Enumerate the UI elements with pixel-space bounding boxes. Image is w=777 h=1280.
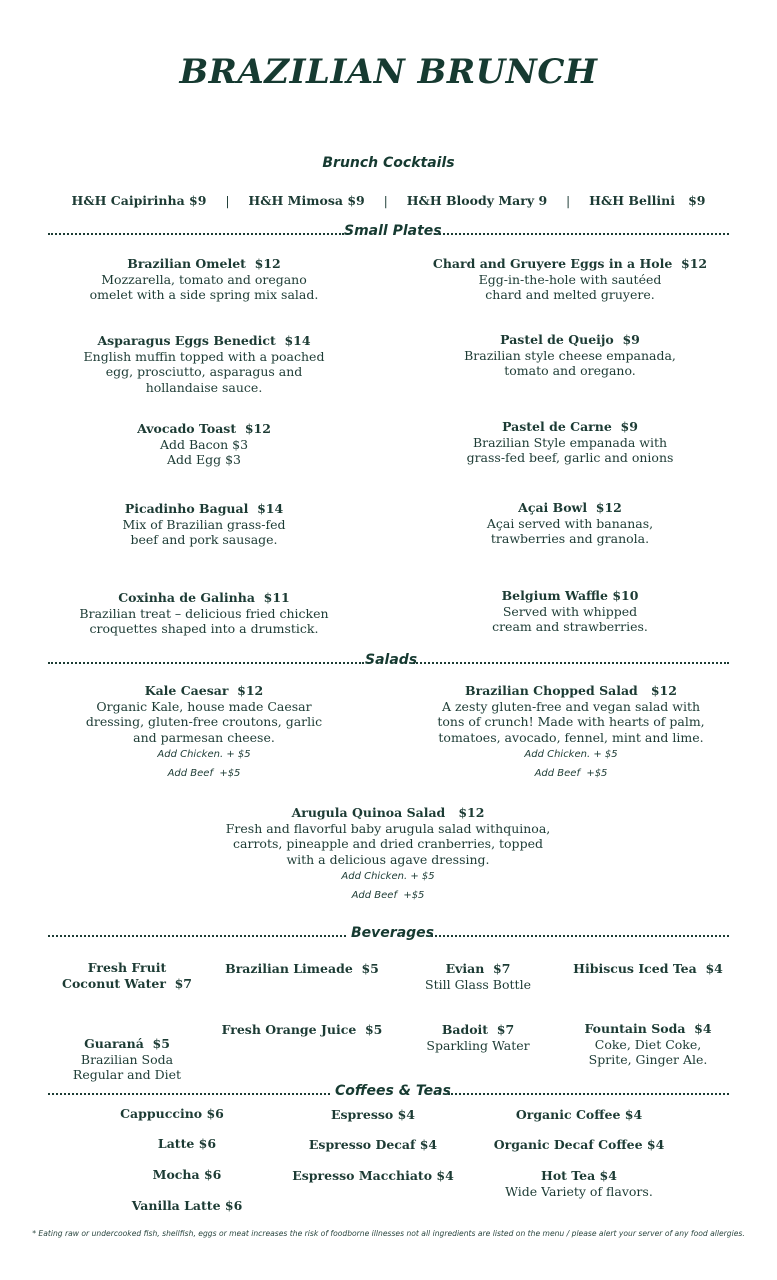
menu-item <box>563 961 733 977</box>
item-desc: tons of crunch! Made with hearts of palm, <box>437 714 705 729</box>
menu-item <box>102 1167 272 1183</box>
item-desc: Add Bacon $3 <box>159 436 249 452</box>
item-desc: grass-fed beef, garlic and onions <box>466 450 674 465</box>
small-plates-heading: Small Plates <box>344 223 442 239</box>
cocktails-heading: Brunch Cocktails <box>322 155 455 171</box>
item-name: Brazilian Omelet $12 <box>127 256 281 271</box>
cocktail-item: H&H Caipirinha $9 <box>71 193 207 208</box>
menu-item <box>44 590 364 637</box>
item-desc: Organic Kale, house made Caesar <box>96 698 312 714</box>
item-desc: Mozzarella, tomato and oregano <box>101 271 307 287</box>
beverages-divider <box>48 927 729 941</box>
menu-item <box>54 333 354 395</box>
menu-item <box>54 501 354 548</box>
item-desc: Fresh and flavorful baby arugula salad withquinoa, <box>225 820 551 836</box>
menu-item <box>283 1107 463 1123</box>
item-name: Fountain Soda $4 <box>584 1021 712 1036</box>
item-desc: cream and strawberries. <box>492 619 648 634</box>
item-name: Avocado Toast $12 <box>137 421 271 436</box>
item-desc: with a delicious agave dressing. <box>286 851 490 867</box>
menu-item <box>212 961 392 977</box>
menu-item <box>563 1021 733 1068</box>
item-desc: and parmesan cheese. <box>133 729 275 745</box>
item-name: Mocha $6 <box>152 1167 222 1182</box>
menu-item <box>213 805 563 905</box>
menu-item <box>52 960 202 991</box>
item-desc: Brazilian Soda <box>80 1051 174 1067</box>
item-desc: hollandaise sauce. <box>145 379 263 395</box>
item-name: Evian $7 <box>445 961 511 976</box>
menu-item <box>283 1137 463 1153</box>
cocktail-separator: | <box>383 193 388 208</box>
item-desc: beef and pork sausage. <box>130 532 278 547</box>
item-desc: Mix of Brazilian grass-fed <box>122 516 286 532</box>
coffees-heading: Coffees & Teas <box>335 1083 451 1099</box>
item-name: Picadinho Bagual $14 <box>124 501 284 516</box>
item-desc: Sprite, Ginger Ale. <box>588 1052 708 1067</box>
item-desc: dressing, gluten-free croutons, garlic <box>85 714 323 729</box>
item-name: Chard and Gruyere Eggs in a Hole $12 <box>432 256 708 271</box>
menu-item <box>420 256 720 303</box>
cocktail-item: H&H Bellini $9 <box>589 193 706 208</box>
small-plates-divider <box>48 225 729 239</box>
coffees-divider <box>48 1085 729 1099</box>
item-desc: trawberries and granola. <box>490 531 650 546</box>
item-desc: carrots, pineapple and dried cranberries, topped <box>233 836 543 851</box>
item-name: Açai Bowl $12 <box>518 500 622 515</box>
menu-item <box>479 1137 679 1153</box>
menu-item <box>420 332 720 379</box>
item-name: Brazilian Chopped Salad $12 <box>465 683 677 698</box>
item-name: Latte $6 <box>157 1136 217 1151</box>
item-addon: Add Beef +$5 <box>167 768 241 779</box>
cocktail-separator: | <box>566 193 571 208</box>
item-desc: chard and melted gruyere. <box>485 287 655 302</box>
menu-item <box>54 421 354 468</box>
item-desc: Açai served with bananas, <box>486 515 654 531</box>
menu-item <box>479 1168 679 1199</box>
menu-item <box>207 1022 397 1038</box>
item-desc: croquettes shaped into a drumstick. <box>89 621 319 636</box>
item-name: Organic Decaf Coffee $4 <box>493 1137 665 1152</box>
menu-item <box>420 588 720 635</box>
item-name: Brazilian Limeade $5 <box>225 961 379 976</box>
item-name: Guaraná $5 <box>84 1036 170 1051</box>
cocktail-separator: | <box>225 193 230 208</box>
item-desc: Brazilian Style empanada with <box>472 434 668 450</box>
cocktail-item: H&H Bloody Mary 9 <box>406 193 548 208</box>
item-name: Coconut Water $7 <box>62 975 192 991</box>
item-name: Arugula Quinoa Salad $12 <box>291 805 485 820</box>
item-addon: Add Beef +$5 <box>534 768 608 779</box>
menu-item <box>479 1107 679 1123</box>
item-desc: Served with whipped <box>502 603 638 619</box>
item-name: Fresh Fruit <box>87 960 167 975</box>
cocktails-row <box>0 193 777 208</box>
item-desc: tomato and oregano. <box>504 363 636 378</box>
item-addon: Add Chicken. + $5 <box>157 749 251 760</box>
menu-item <box>403 961 553 992</box>
item-addon: Add Beef +$5 <box>351 890 425 901</box>
item-name: Cappuccino $6 <box>120 1106 224 1121</box>
item-desc: egg, prosciutto, asparagus and <box>105 364 303 379</box>
item-desc: tomatoes, avocado, fennel, mint and lime. <box>438 729 704 745</box>
salads-divider <box>48 654 729 668</box>
item-name: Espresso Decaf $4 <box>308 1137 438 1152</box>
item-desc: Brazilian treat – delicious fried chicken <box>79 605 329 621</box>
menu-item <box>420 419 720 466</box>
item-desc: English muffin topped with a poached <box>83 348 325 364</box>
item-desc: Wide Variety of flavors. <box>505 1183 653 1199</box>
item-desc: omelet with a side spring mix salad. <box>89 287 319 302</box>
item-desc: Brazilian style cheese empanada, <box>464 347 676 363</box>
item-name: Espresso Macchiato $4 <box>292 1168 454 1183</box>
menu-item <box>403 1022 553 1053</box>
menu-title: BRAZILIAN BRUNCH <box>179 52 598 92</box>
item-name: Kale Caesar $12 <box>144 683 264 698</box>
item-name: Hibiscus Iced Tea $4 <box>573 961 723 976</box>
allergy-footnote: * Eating raw or undercooked fish, shellfish, eggs or meat increases the risk of foodborne illnesses not all ingredients are listed on the menu / please alert your server of any food allergies. <box>32 1229 745 1238</box>
menu-item <box>412 683 730 783</box>
item-desc: Egg-in-the-hole with sautéed <box>478 271 662 287</box>
item-name: Pastel de Carne $9 <box>502 419 638 434</box>
salads-heading: Salads <box>365 652 418 668</box>
item-name: Asparagus Eggs Benedict $14 <box>97 333 311 348</box>
item-desc: Regular and Diet <box>72 1067 182 1082</box>
menu-item <box>54 256 354 303</box>
menu-item <box>52 1036 202 1083</box>
item-addon: Add Chicken. + $5 <box>341 871 435 882</box>
item-name: Belgium Waffle $10 <box>501 588 639 603</box>
item-name: Organic Coffee $4 <box>515 1107 643 1122</box>
item-desc: Coke, Diet Coke, <box>594 1036 702 1052</box>
menu-item <box>102 1106 242 1122</box>
item-desc: A zesty gluten-free and vegan salad with <box>441 698 701 714</box>
menu-item <box>102 1198 272 1214</box>
item-name: Coxinha de Galinha $11 <box>118 590 290 605</box>
menu-item <box>102 1136 272 1152</box>
item-desc: Sparkling Water <box>426 1037 530 1053</box>
cocktail-item: H&H Mimosa $9 <box>248 193 365 208</box>
item-name: Vanilla Latte $6 <box>131 1198 243 1213</box>
menu-item <box>54 683 354 783</box>
item-name: Badoit $7 <box>441 1022 515 1037</box>
item-name: Fresh Orange Juice $5 <box>221 1022 383 1037</box>
item-addon: Add Chicken. + $5 <box>524 749 618 760</box>
item-name: Pastel de Queijo $9 <box>500 332 640 347</box>
menu-item <box>283 1168 463 1184</box>
beverages-heading: Beverages <box>351 925 434 941</box>
item-name: Hot Tea $4 <box>541 1168 617 1183</box>
menu-item <box>420 500 720 547</box>
item-desc: Still Glass Bottle <box>425 976 531 992</box>
item-name: Espresso $4 <box>330 1107 415 1122</box>
item-desc: Add Egg $3 <box>166 452 241 467</box>
